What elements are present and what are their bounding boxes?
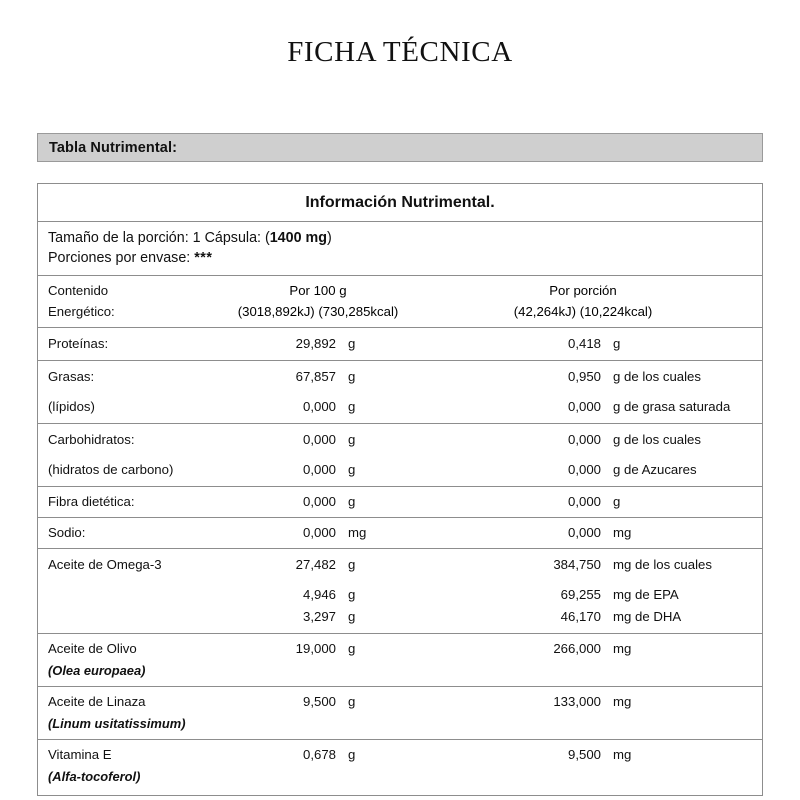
value-per-100g: 9,500 (302, 694, 336, 709)
row-aceite-de-olivo-latin (38, 660, 762, 682)
unit-per-portion: mg (613, 525, 632, 540)
unit-per-portion: mg (613, 747, 632, 762)
section-header-label: Tabla Nutrimental: (49, 139, 178, 156)
content-label-line2: Energético: (48, 304, 115, 319)
table-heading-label: Información Nutrimental. (305, 193, 495, 211)
value-per-portion: 0,000 (567, 399, 601, 414)
row-label: Sodio: (48, 525, 86, 540)
value-per-100g: 0,000 (302, 462, 336, 477)
row-aceite-omega-3 (38, 554, 762, 576)
value-per-portion: 0,000 (567, 525, 601, 540)
portion-size-line (48, 228, 762, 248)
servings-value: *** (194, 250, 213, 266)
row-lipidos (38, 396, 762, 418)
value-per-100g: 4,946 (302, 587, 336, 602)
row-spacer (38, 788, 762, 791)
table-row (38, 634, 762, 687)
servings-label: Porciones por envase: (48, 250, 195, 266)
value-per-portion: 69,255 (560, 587, 601, 602)
value-per-100g: 27,482 (295, 557, 336, 572)
content-label-line1: Contenido (48, 283, 109, 298)
unit-per-100g: g (348, 399, 356, 414)
row-label: Grasas: (48, 369, 95, 384)
value-per-portion: 0,950 (567, 369, 601, 384)
servings-per-package-line (48, 248, 762, 268)
unit-per-100g: mg (348, 525, 367, 540)
page-title: FICHA TÉCNICA (287, 36, 513, 68)
table-row (38, 487, 762, 518)
value-per-portion: 9,500 (567, 747, 601, 762)
unit-per-portion: g de los cuales (613, 432, 701, 447)
value-per-portion: 0,000 (567, 462, 601, 477)
row-label: Aceite de Omega-3 (48, 557, 162, 572)
portion-size-close: ) (326, 230, 332, 246)
table-row (38, 361, 762, 424)
column-a-energy: (3018,892kJ) (730,285kcal) (237, 304, 399, 319)
row-label: (hidratos de carbono) (48, 462, 174, 477)
row-aceite-de-olivo (38, 638, 762, 660)
table-row (38, 424, 762, 487)
value-per-100g: 67,857 (295, 369, 336, 384)
unit-per-portion: g de los cuales (613, 369, 701, 384)
unit-per-100g: g (348, 462, 356, 477)
value-per-100g: 0,678 (302, 747, 336, 762)
unit-per-portion: mg de DHA (613, 609, 682, 624)
row-aceite-de-linaza (38, 691, 762, 713)
table-row (38, 549, 762, 634)
row-epa (38, 584, 762, 606)
unit-per-portion: g (613, 336, 621, 351)
table-row (38, 687, 762, 740)
unit-per-100g: g (348, 641, 356, 656)
nutrition-table (37, 183, 763, 796)
unit-per-100g: g (348, 609, 356, 624)
row-scientific-name: (Alfa-tocoferol) (48, 769, 141, 784)
row-label: Proteínas: (48, 336, 109, 351)
row-label: Carbohidratos: (48, 432, 135, 447)
column-b-energy: (42,264kJ) (10,224kcal) (513, 304, 653, 319)
unit-per-100g: g (348, 747, 356, 762)
row-spacer (38, 451, 762, 459)
column-a-header: Por 100 g (289, 283, 347, 298)
row-scientific-name: (Linum usitatissimum) (48, 716, 186, 731)
value-per-100g: 3,297 (302, 609, 336, 624)
unit-per-portion: g de grasa saturada (613, 399, 731, 414)
row-spacer (38, 388, 762, 396)
section-header-bar (37, 133, 763, 162)
table-row (38, 740, 762, 795)
row-grasas (38, 366, 762, 388)
row-hidratos-de-carbono (38, 459, 762, 481)
value-per-portion: 46,170 (560, 609, 601, 624)
row-dha (38, 606, 762, 628)
row-fibra-dietetica (38, 491, 762, 513)
unit-per-100g: g (348, 369, 356, 384)
row-label: Aceite de Olivo (48, 641, 137, 656)
value-per-100g: 0,000 (302, 494, 336, 509)
value-per-portion: 0,418 (567, 336, 601, 351)
value-per-100g: 29,892 (295, 336, 336, 351)
row-carbohidratos (38, 429, 762, 451)
table-row (38, 328, 762, 361)
value-per-portion: 0,000 (567, 432, 601, 447)
unit-per-100g: g (348, 494, 356, 509)
unit-per-100g: g (348, 336, 356, 351)
unit-per-portion: g de Azucares (613, 462, 697, 477)
value-per-100g: 0,000 (302, 399, 336, 414)
unit-per-100g: g (348, 694, 356, 709)
row-aceite-de-linaza-latin (38, 713, 762, 735)
row-label: Fibra dietética: (48, 494, 135, 509)
value-per-100g: 19,000 (295, 641, 336, 656)
row-scientific-name: (Olea europaea) (48, 663, 146, 678)
row-proteinas (38, 333, 762, 355)
unit-per-100g: g (348, 557, 356, 572)
row-label: Vitamina E (48, 747, 112, 762)
value-per-100g: 0,000 (302, 432, 336, 447)
portion-size-label: Tamaño de la porción: 1 Cápsula: ( (48, 230, 270, 246)
table-heading-row (38, 184, 762, 222)
row-label: (lípidos) (48, 399, 95, 414)
unit-per-100g: g (348, 432, 356, 447)
value-per-portion: 384,750 (553, 557, 601, 572)
portion-size-value: 1400 mg (269, 230, 327, 246)
unit-per-portion: mg de EPA (613, 587, 679, 602)
unit-per-portion: mg (613, 694, 632, 709)
row-spacer (38, 576, 762, 584)
portion-info-row (38, 222, 762, 276)
table-row (38, 518, 762, 549)
row-vitamina-e-latin (38, 766, 762, 788)
unit-per-portion: g (613, 494, 621, 509)
row-sodio (38, 522, 762, 544)
value-per-100g: 0,000 (302, 525, 336, 540)
column-header-line2 (38, 301, 762, 322)
column-b-header: Por porción (549, 283, 617, 298)
unit-per-portion: mg de los cuales (613, 557, 712, 572)
row-vitamina-e (38, 744, 762, 766)
unit-per-portion: mg (613, 641, 632, 656)
value-per-portion: 266,000 (553, 641, 601, 656)
value-per-portion: 133,000 (553, 694, 601, 709)
column-header-line1 (38, 280, 762, 301)
row-label: Aceite de Linaza (48, 694, 146, 709)
column-header-row (38, 276, 762, 328)
value-per-portion: 0,000 (567, 494, 601, 509)
unit-per-100g: g (348, 587, 356, 602)
